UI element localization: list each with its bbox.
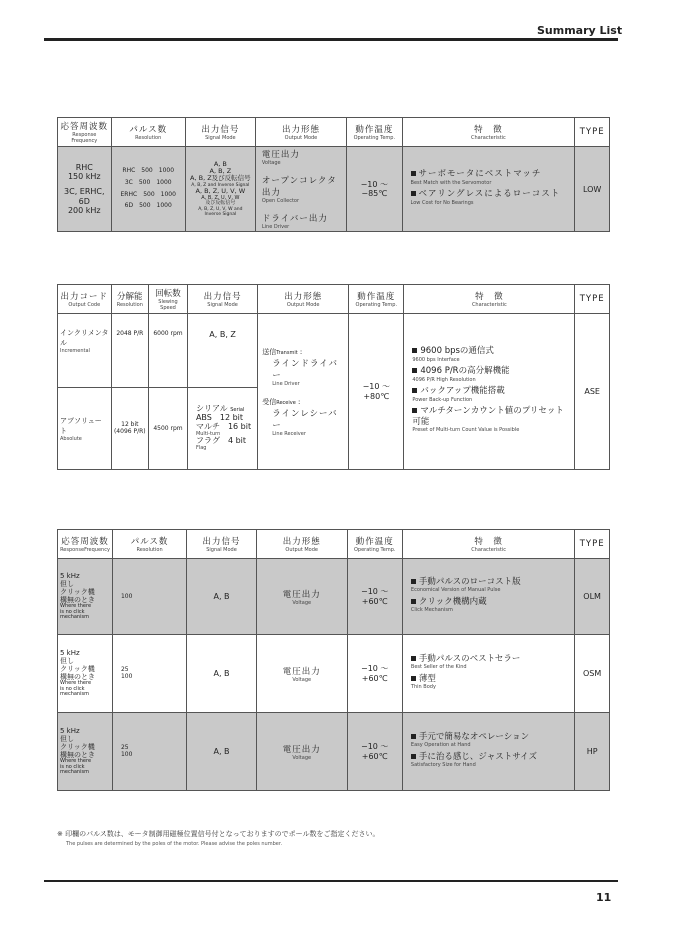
bullet-icon bbox=[412, 388, 417, 393]
table-row bbox=[58, 713, 610, 791]
col-header: 特 徴 Characteristic bbox=[404, 285, 575, 314]
col-header: パルス数 Resolution bbox=[111, 118, 185, 147]
table-row bbox=[58, 147, 610, 232]
col-header: 動作温度 Operating Temp. bbox=[347, 530, 402, 559]
bullet-icon bbox=[411, 599, 416, 604]
col-header: 出力信号 Signal Mode bbox=[185, 118, 255, 147]
freq-cell: 5 kHz 但し クリック機 構無のとき Where there is no click mechanism bbox=[58, 713, 113, 791]
output-cell: 電圧出力 Voltage bbox=[256, 635, 347, 713]
table-header-row bbox=[58, 285, 610, 314]
col-header: 特 徴 Characteristic bbox=[402, 118, 575, 147]
features-cell: サーボモータにベストマッチ Best Match with the Servomotor ベアリングレスによるローコスト Low Cost for No Bearings bbox=[402, 147, 575, 232]
table-header-row bbox=[58, 118, 610, 147]
col-header: 出力コード Output Code bbox=[58, 285, 112, 314]
col-header: 回転数 Slewing Speed bbox=[149, 285, 188, 314]
col-header: 動作温度 Operating Temp. bbox=[347, 118, 402, 147]
bullet-icon bbox=[411, 676, 416, 681]
col-header: TYPE bbox=[575, 118, 610, 147]
bullet-icon bbox=[411, 191, 416, 196]
table-row bbox=[58, 314, 610, 388]
output-cell: 電圧出力 Voltage オープンコレクタ出力 Open Collector ドライバー出力 Line Driver bbox=[255, 147, 346, 232]
type-cell: ASE bbox=[575, 314, 610, 470]
col-header: TYPE bbox=[575, 285, 610, 314]
signal-cell: A, B bbox=[187, 635, 257, 713]
pulse-cell: 25 100 bbox=[112, 713, 186, 791]
code-cell: インクリメンタル Incremental bbox=[58, 314, 112, 388]
bullet-icon bbox=[411, 656, 416, 661]
output-cell: 電圧出力 Voltage bbox=[256, 559, 347, 635]
bullet-icon bbox=[411, 734, 416, 739]
type-cell: OLM bbox=[575, 559, 610, 635]
pulse-cell: 25 100 bbox=[112, 635, 186, 713]
table-low bbox=[57, 117, 610, 232]
type-cell: OSM bbox=[575, 635, 610, 713]
resolution-cell: 2048 P/R bbox=[111, 314, 149, 388]
signal-cell: シリアル Serial ABS 12 bit マルチ 16 bit Multi-turn フラグ 4 bit Flag bbox=[187, 388, 257, 470]
signal-cell: A, B, Z bbox=[187, 314, 257, 388]
footnote: ※ 印欄のパルス数は、モータ制御用磁極位置信号付となっておりますのでポール数をご指定ください。 bbox=[57, 830, 380, 838]
bullet-icon bbox=[411, 579, 416, 584]
temp-cell: −10 ～ +60℃ bbox=[347, 559, 402, 635]
col-header: 出力形態 Output Mode bbox=[255, 118, 346, 147]
header-title: Summary List bbox=[537, 24, 623, 37]
type-cell: LOW bbox=[575, 147, 610, 232]
output-cell: 電圧出力 Voltage bbox=[256, 713, 347, 791]
output-cell: 送信Transmit : ラインドライバー Line Driver 受信Receive : ラインレシーバー Line Receiver bbox=[258, 314, 349, 470]
col-header: 動作温度 Operating Temp. bbox=[349, 285, 404, 314]
col-header: 応答周波数 Response Frequency bbox=[58, 118, 112, 147]
code-cell: アブソリュート Absolute bbox=[58, 388, 112, 470]
features-cell: 手元で簡易なオペレーション Easy Operation at Hand 手に治る感じ、ジャストサイズ Satisfactory Size for Hand bbox=[402, 713, 574, 791]
pulse-cell: 100 bbox=[112, 559, 186, 635]
col-header: 出力形態 Output Mode bbox=[258, 285, 349, 314]
freq-cell: 5 kHz 但し クリック機 構無のとき Where there is no click mechanism bbox=[58, 559, 113, 635]
col-header: 応答周波数 ResponseFrequency bbox=[58, 530, 113, 559]
type-cell: HP bbox=[575, 713, 610, 791]
header-rule bbox=[44, 38, 618, 41]
table-manual-pulse bbox=[57, 529, 610, 791]
temp-cell: −10 ～ +60℃ bbox=[347, 635, 402, 713]
col-header: 出力信号 Signal Mode bbox=[187, 530, 257, 559]
temp-cell: −10 ～ +60℃ bbox=[347, 713, 402, 791]
table-header-row bbox=[58, 530, 610, 559]
features-cell: 手動パルスのベストセラー Best Seller of the Kind 薄型 Thin Body bbox=[402, 635, 574, 713]
speed-cell: 4500 rpm bbox=[149, 388, 188, 470]
features-cell: 手動パルスのローコスト版 Economical Version of Manual Pulse クリック機構内蔵 Click Mechanism bbox=[402, 559, 574, 635]
page-number: 11 bbox=[596, 891, 612, 904]
freq-cell: RHC 150 kHz 3C, ERHC, 6D 200 kHz bbox=[58, 147, 112, 232]
speed-cell: 6000 rpm bbox=[149, 314, 188, 388]
bullet-icon bbox=[411, 754, 416, 759]
signal-cell: A, B bbox=[187, 559, 257, 635]
footnote-english: The pulses are determined by the poles of the motor. Please advise the poles number. bbox=[66, 841, 283, 847]
col-header: パルス数 Resolution bbox=[112, 530, 186, 559]
freq-cell: 5 kHz 但し クリック機 構無のとき Where there is no click mechanism bbox=[58, 635, 113, 713]
footer-rule bbox=[44, 880, 618, 882]
col-header: 出力形態 Output Mode bbox=[256, 530, 347, 559]
table-row bbox=[58, 559, 610, 635]
col-header: 出力信号 Signal Mode bbox=[187, 285, 257, 314]
col-header: 特 徴 Characteristic bbox=[402, 530, 574, 559]
table-ase bbox=[57, 284, 610, 470]
bullet-icon bbox=[412, 368, 417, 373]
resolution-cell: 12 bit (4096 P/R) bbox=[111, 388, 149, 470]
bullet-icon bbox=[412, 348, 417, 353]
pulse-cell: RHC 500 1000 3C 500 1000 ERHC 500 1000 6D 500 1000 bbox=[111, 147, 185, 232]
bullet-icon bbox=[411, 171, 416, 176]
temp-cell: −10 ～ +80℃ bbox=[349, 314, 404, 470]
features-cell: 9600 bpsの通信式 9600 bps Interface 4096 P/Rの高分解機能 4096 P/R High Resolution バックアップ機能搭載 Power Back-up Function マルチターンカウント値のプリセット可能 Preset of Multi-turn Count Value is Possible bbox=[404, 314, 575, 470]
signal-cell: A, B bbox=[187, 713, 257, 791]
table-row bbox=[58, 635, 610, 713]
col-header: TYPE bbox=[575, 530, 610, 559]
bullet-icon bbox=[412, 408, 417, 413]
col-header: 分解能 Resolution bbox=[111, 285, 149, 314]
temp-cell: −10 ～ −85℃ bbox=[347, 147, 402, 232]
signal-cell: A, B A, B, Z A, B, Z及び反転信号 A, B, Z and Inverse Signal A, B, Z, U, V, W A, B, Z, U, V, W 及び反転信号 A, B, Z, U, V, W and Inverse Signal bbox=[185, 147, 255, 232]
